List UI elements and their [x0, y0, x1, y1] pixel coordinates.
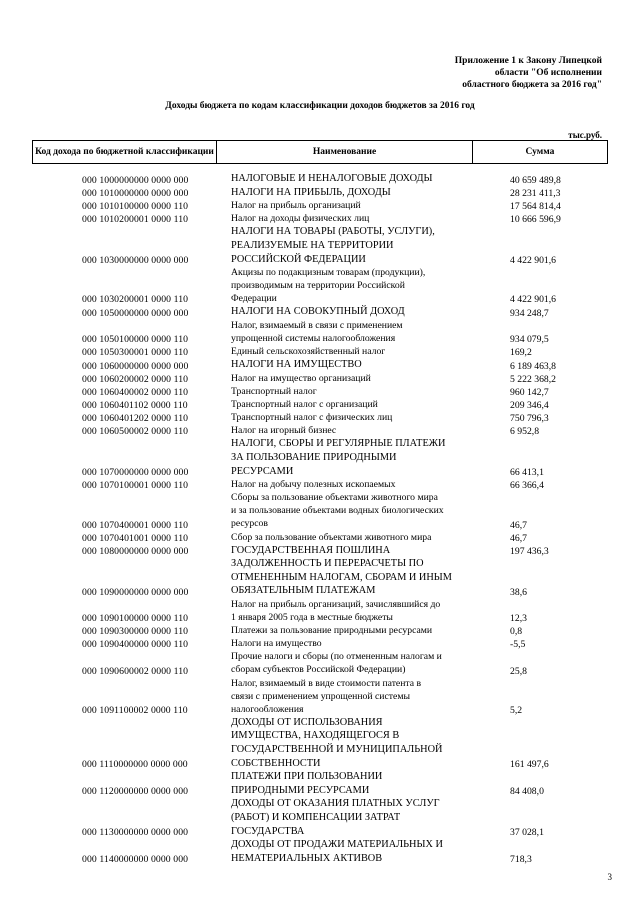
- row-code: 000 1090300000 0000 110: [82, 626, 189, 638]
- row-code: 000 1130000000 0000 000: [82, 827, 189, 839]
- row-name-line: и за пользование объектами водных биологических: [231, 505, 444, 517]
- row-sum: 84 408,0: [510, 786, 544, 798]
- row-sum: 161 497,6: [510, 759, 549, 771]
- row-name: [221, 478, 473, 491]
- row-code: 000 1060000000 0000 000: [82, 360, 189, 372]
- row-name-line: НАЛОГОВЫЕ И НЕНАЛОГОВЫЕ ДОХОДЫ: [231, 173, 433, 184]
- row-name-line: связи с применением упрощенной системы: [231, 690, 410, 702]
- row-name-line: Транспортный налог с организаций: [231, 399, 378, 411]
- row-sum: 40 659 489,8: [510, 174, 561, 186]
- row-code: 000 1140000000 0000 000: [82, 854, 189, 866]
- table-row: [0, 212, 640, 225]
- row-name: [221, 544, 473, 558]
- row-code: 000 1050100000 0000 110: [82, 334, 189, 346]
- table-row: [0, 770, 640, 797]
- row-code: 000 1030200001 0000 110: [82, 294, 189, 306]
- row-sum: 10 666 596,9: [510, 214, 561, 226]
- row-code: 000 1070000000 0000 000: [82, 467, 189, 479]
- row-sum: 197 436,3: [510, 546, 549, 558]
- row-name: [221, 624, 473, 637]
- row-name-line: Сбор за пользование объектами животного мира: [231, 531, 432, 543]
- row-name: [221, 345, 473, 358]
- row-name-line: ГОСУДАРСТВЕННАЯ ПОШЛИНА: [231, 544, 391, 556]
- row-name-line: Транспортный налог с физических лиц: [231, 412, 393, 424]
- table-row: [0, 478, 640, 491]
- row-name-line: НЕМАТЕРИАЛЬНЫХ АКТИВОВ: [231, 852, 383, 864]
- row-name-line: Транспортный налог: [231, 386, 317, 397]
- row-name-line: ДОХОДЫ ОТ ПРОДАЖИ МАТЕРИАЛЬНЫХ И: [231, 839, 443, 851]
- row-name-line: НАЛОГИ НА ИМУЩЕСТВО: [231, 359, 362, 371]
- row-code: 000 1090600002 0000 110: [82, 665, 189, 677]
- row-code: 000 1060200002 0000 110: [82, 374, 189, 385]
- row-sum: 750 796,3: [510, 413, 549, 425]
- row-sum: 37 028,1: [510, 827, 544, 839]
- row-sum: 25,8: [510, 665, 527, 677]
- row-name-line: ПЛАТЕЖИ ПРИ ПОЛЬЗОВАНИИ: [231, 771, 383, 783]
- row-sum: 46,7: [510, 519, 527, 531]
- row-code: 000 1050300001 0000 110: [82, 347, 189, 359]
- row-name-line: РЕСУРСАМИ: [231, 465, 294, 477]
- row-sum: 66 366,4: [510, 480, 544, 492]
- row-name-line: Федерации: [231, 293, 277, 305]
- row-name-line: СОБСТВЕННОСТИ: [231, 757, 321, 769]
- table-row: [0, 677, 640, 716]
- row-sum: 934 248,7: [510, 308, 549, 320]
- row-name-line: Налог на добычу полезных ископаемых: [231, 479, 396, 491]
- page-number: 3: [607, 872, 612, 882]
- table-body: [0, 172, 640, 865]
- table-row: [0, 398, 640, 411]
- table-row: [0, 598, 640, 624]
- row-name-line: Единый сельскохозяйственный налог: [231, 346, 386, 358]
- row-sum: 5 222 368,2: [510, 374, 557, 385]
- row-name-line: Сборы за пользование объектами животного мира: [231, 492, 438, 504]
- table-row: [0, 491, 640, 530]
- row-code: 000 1000000000 0000 000: [82, 174, 189, 186]
- row-name: [221, 650, 473, 676]
- row-name: [221, 225, 473, 266]
- row-code: 000 1090100000 0000 110: [82, 613, 189, 625]
- row-name: [221, 677, 473, 716]
- row-name: [221, 411, 473, 424]
- row-name: [221, 385, 473, 398]
- row-name-line: РОССИЙСКОЙ ФЕДЕРАЦИИ: [231, 253, 366, 265]
- row-name: [221, 716, 473, 770]
- row-name: [221, 598, 473, 624]
- table-row: [0, 199, 640, 212]
- table-row: [0, 225, 640, 266]
- row-name-line: 1 января 2005 года в местные бюджеты: [231, 612, 393, 624]
- row-sum: 6 952,8: [510, 426, 540, 438]
- table-row: [0, 797, 640, 838]
- row-code: 000 1010200001 0000 110: [82, 214, 189, 226]
- table-row: [0, 385, 640, 398]
- row-name-line: упрощенной системы налогообложения: [231, 333, 396, 345]
- table-row: [0, 437, 640, 478]
- row-sum: -5,5: [510, 639, 526, 651]
- row-name-line: ОТМЕНЕННЫМ НАЛОГАМ, СБОРАМ И ИНЫМ: [231, 571, 452, 583]
- row-code: 000 1050000000 0000 000: [82, 308, 189, 320]
- row-sum: 4 422 901,6: [510, 294, 557, 306]
- row-name-line: Акцизы по подакцизным товарам (продукции),: [231, 267, 426, 279]
- row-name-line: РЕАЛИЗУЕМЫЕ НА ТЕРРИТОРИИ: [231, 239, 394, 251]
- units-label: тыс.руб.: [568, 130, 602, 140]
- table-row: [0, 650, 640, 676]
- table-row: [0, 372, 640, 385]
- row-sum: 0,8: [510, 626, 523, 638]
- document-title: Доходы бюджета по кодам классификации доходов бюджетов за 2016 год: [165, 101, 475, 111]
- table-row: [0, 358, 640, 372]
- row-name: [221, 212, 473, 225]
- row-name-line: Налог на прибыль организаций, зачислявшийся до: [231, 599, 441, 610]
- row-name-line: ЗА ПОЛЬЗОВАНИЕ ПРИРОДНЫМИ: [231, 451, 397, 463]
- appendix-line: областного бюджета за 2016 год": [462, 80, 602, 90]
- row-name-line: ИМУЩЕСТВА, НАХОДЯЩЕГОСЯ В: [231, 730, 400, 742]
- row-name: [221, 770, 473, 797]
- row-name: [221, 172, 473, 186]
- row-sum: 66 413,1: [510, 467, 544, 479]
- table-row: [0, 305, 640, 319]
- row-name-line: налогообложения: [231, 703, 304, 715]
- row-name-line: ОБЯЗАТЕЛЬНЫМ ПЛАТЕЖАМ: [231, 585, 376, 597]
- header-sum: Сумма: [473, 141, 608, 163]
- row-name-line: Налог на прибыль организаций: [231, 200, 361, 212]
- table-row: [0, 411, 640, 424]
- row-name: [221, 199, 473, 212]
- row-name: [221, 424, 473, 437]
- row-code: 000 1010100000 0000 110: [82, 201, 189, 213]
- appendix-note: [402, 55, 602, 91]
- row-sum: 12,3: [510, 613, 527, 625]
- table-row: [0, 266, 640, 305]
- row-name-line: Платежи за пользование природными ресурсами: [231, 625, 433, 637]
- row-code: 000 1060401202 0000 110: [82, 413, 189, 425]
- appendix-line: Приложение 1 к Закону Липецкой: [454, 56, 602, 66]
- table-row: [0, 637, 640, 650]
- row-code: 000 1080000000 0000 000: [82, 546, 189, 558]
- row-code: 000 1070400001 0000 110: [82, 519, 189, 531]
- table-row: [0, 838, 640, 865]
- row-code: 000 1030000000 0000 000: [82, 255, 189, 267]
- table-row: [0, 716, 640, 770]
- row-code: 000 1091100002 0000 110: [82, 704, 188, 716]
- row-sum: 5,2: [510, 704, 523, 716]
- row-name-line: (РАБОТ) И КОМПЕНСАЦИИ ЗАТРАТ: [231, 812, 401, 823]
- row-name-line: НАЛОГИ НА ПРИБЫЛЬ, ДОХОДЫ: [231, 186, 391, 198]
- header-name: Наименование: [217, 141, 473, 163]
- row-code: 000 1060500002 0000 110: [82, 426, 189, 438]
- row-code: 000 1070100001 0000 110: [82, 480, 189, 492]
- row-sum: 4 422 901,6: [510, 255, 557, 267]
- table-row: [0, 557, 640, 598]
- row-name: [221, 491, 473, 530]
- row-name: [221, 637, 473, 650]
- table-row: [0, 424, 640, 437]
- row-name: [221, 398, 473, 411]
- row-name-line: ЗАДОЛЖЕННОСТЬ И ПЕРЕРАСЧЕТЫ ПО: [231, 558, 424, 570]
- row-sum: 46,7: [510, 532, 527, 544]
- row-sum: 934 079,5: [510, 334, 549, 346]
- table-header: [32, 140, 608, 164]
- table-row: [0, 531, 640, 544]
- row-name: [221, 797, 473, 838]
- table-row: [0, 172, 640, 186]
- row-name-line: Налог, взимаемый в связи с применением: [231, 320, 403, 332]
- row-name-line: Налог, взимаемый в виде стоимости патента в: [231, 677, 422, 689]
- row-sum: 6 189 463,8: [510, 360, 557, 372]
- table-row: [0, 624, 640, 637]
- row-code: 000 1120000000 0000 000: [82, 786, 189, 798]
- row-code: 000 1070401001 0000 110: [82, 532, 189, 544]
- row-name-line: НАЛОГИ НА ТОВАРЫ (РАБОТЫ, УСЛУГИ),: [231, 226, 435, 238]
- row-name: [221, 372, 473, 385]
- row-sum: 718,3: [510, 854, 532, 866]
- row-code: 000 1060401102 0000 110: [82, 400, 188, 412]
- table-row: [0, 345, 640, 358]
- row-name-line: НАЛОГИ, СБОРЫ И РЕГУЛЯРНЫЕ ПЛАТЕЖИ: [231, 438, 446, 450]
- row-name-line: НАЛОГИ НА СОВОКУПНЫЙ ДОХОД: [231, 306, 405, 318]
- row-name-line: Налоги на имущество: [231, 638, 322, 650]
- row-sum: 960 142,7: [510, 387, 549, 399]
- row-name-line: ДОХОДЫ ОТ ИСПОЛЬЗОВАНИЯ: [231, 716, 383, 728]
- row-code: 000 1060400002 0000 110: [82, 387, 189, 399]
- row-name: [221, 186, 473, 200]
- row-sum: 38,6: [510, 587, 527, 598]
- row-name-line: Налог на имущество организаций: [231, 372, 371, 384]
- row-name: [221, 437, 473, 478]
- row-name-line: Прочие налоги и сборы (по отмененным налогам и: [231, 651, 442, 663]
- appendix-line: области "Об исполнении: [494, 68, 602, 78]
- row-name-line: ГОСУДАРСТВЕННОЙ И МУНИЦИПАЛЬНОЙ: [231, 744, 443, 756]
- row-name: [221, 319, 473, 345]
- row-code: 000 1090000000 0000 000: [82, 587, 189, 598]
- row-name: [221, 557, 473, 598]
- row-code: 000 1010000000 0000 000: [82, 188, 189, 200]
- row-sum: 209 346,4: [510, 400, 549, 412]
- row-name: [221, 358, 473, 372]
- row-name-line: ГОСУДАРСТВА: [231, 825, 305, 837]
- header-code: Код дохода по бюджетной классификации: [32, 141, 217, 163]
- row-name-line: ПРИРОДНЫМИ РЕСУРСАМИ: [231, 784, 370, 796]
- row-sum: 28 231 411,3: [510, 188, 561, 200]
- row-code: 000 1090400000 0000 110: [82, 639, 189, 651]
- row-name: [221, 531, 473, 544]
- row-name-line: Налог на игорный бизнес: [231, 425, 337, 437]
- table-row: [0, 319, 640, 345]
- row-sum: 17 564 814,4: [510, 201, 561, 213]
- row-sum: 169,2: [510, 347, 532, 359]
- row-name-line: производимым на территории Российской: [231, 280, 405, 292]
- row-name-line: ресурсов: [231, 518, 268, 530]
- row-name: [221, 838, 473, 865]
- row-name: [221, 305, 473, 319]
- row-name: [221, 266, 473, 305]
- row-code: 000 1110000000 0000 000: [82, 759, 188, 771]
- table-row: [0, 544, 640, 558]
- row-name-line: Налог на доходы физических лиц: [231, 213, 370, 225]
- table-row: [0, 186, 640, 200]
- row-name-line: ДОХОДЫ ОТ ОКАЗАНИЯ ПЛАТНЫХ УСЛУГ: [231, 798, 440, 810]
- row-name-line: сборам субъектов Российской Федерации): [231, 664, 406, 676]
